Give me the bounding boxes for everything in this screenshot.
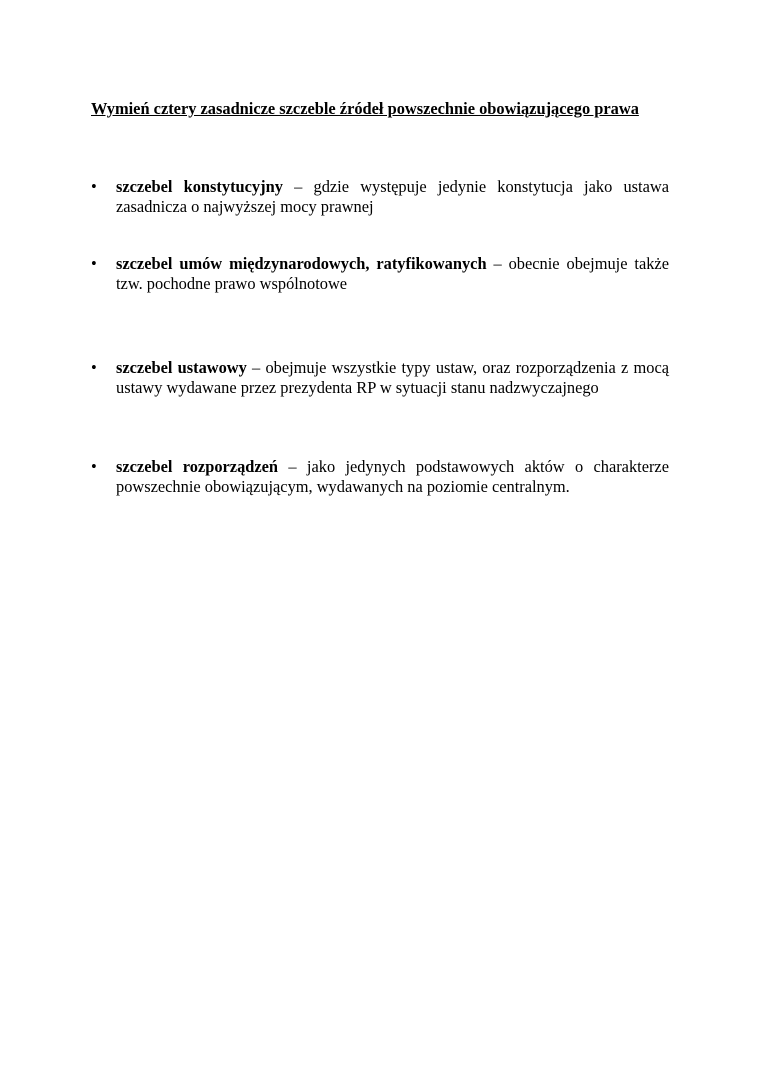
list-item-term: szczebel konstytucyjny <box>116 177 283 196</box>
list-item-text <box>116 177 669 217</box>
list-item-description: – obecnie obejmuje także tzw. pochodne prawo wspólnotowe <box>116 254 669 293</box>
list-item-text <box>116 457 669 497</box>
list-item-text <box>116 358 669 398</box>
list-item-text <box>116 254 669 294</box>
list-item-term: szczebel ustawowy <box>116 358 247 377</box>
list-item-term: szczebel umów międzynarodowych, ratyfikowanych <box>116 254 487 273</box>
list-item-term: szczebel rozporządzeń <box>116 457 279 476</box>
bullet-icon: • <box>91 457 97 476</box>
list-item-description: – obejmuje wszystkie typy ustaw, oraz rozporządzenia z mocą ustawy wydawane przez prezydenta RP w sytuacji stanu nadzwyczajnego <box>116 358 669 397</box>
bullet-icon: • <box>91 358 97 377</box>
list-item-description: – gdzie występuje jedynie konstytucja jako ustawa zasadnicza o najwyższej mocy prawnej <box>116 177 669 216</box>
list-item-description: – jako jedynych podstawowych aktów o charakterze powszechnie obowiązującym, wydawanych na poziomie centralnym. <box>116 457 669 496</box>
document-title: Wymień cztery zasadnicze szczeble źródeł powszechnie obowiązującego prawa <box>91 99 639 118</box>
bullet-icon: • <box>91 254 97 273</box>
bullet-icon: • <box>91 177 97 196</box>
